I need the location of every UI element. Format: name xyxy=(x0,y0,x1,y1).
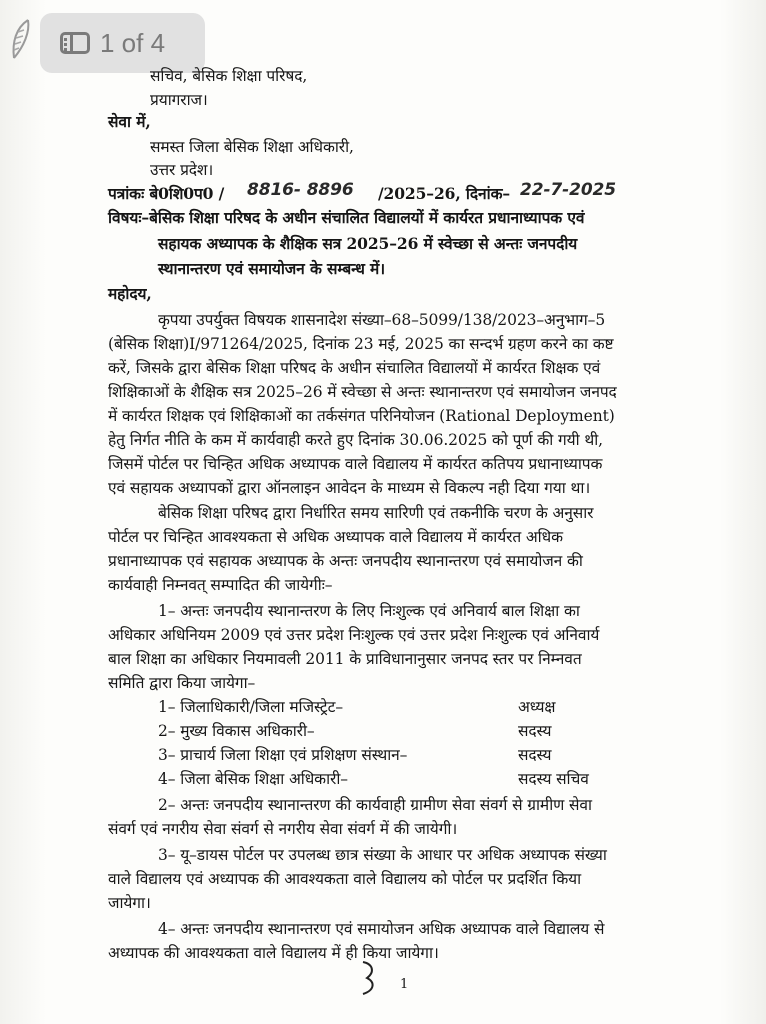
sender-line-2: प्रयागराज। xyxy=(150,91,208,109)
recipient-line-2: उत्तर प्रदेश। xyxy=(150,161,214,179)
para1-line-6: हेतु निर्गत नीति के कम में कार्यवाही करते हुए दिनांक 30.06.2025 को पूर्ण की गयी थी, xyxy=(108,431,603,449)
recipient-line-1: समस्त जिला बेसिक शिक्षा अधिकारी, xyxy=(150,138,354,156)
para2-line-3: प्रधानाध्यापक एवं सहायक अध्यापक के अन्तः जनपदीय स्थानान्तरण एवं समायोजन की xyxy=(108,552,583,570)
committee-member-3: 3– प्राचार्य जिला शिक्षा एवं प्रशिक्षण संस्थान– xyxy=(158,746,408,764)
reference-number: 8816- 8896 xyxy=(247,180,354,200)
para1-line-4: शिक्षिकाओं के शैक्षिक सत्र 2025–26 में स्वेच्छा से अन्तः स्थानान्तरण एवं समायोजन जनपद xyxy=(108,383,617,401)
para1-line-1: कृपया उपर्युक्त विषयक शासनादेश संख्या–68–5099/138/2023–अनुभाग–5 xyxy=(158,311,606,329)
point1-line-3: बाल शिक्षा का अधिकार नियमावली 2011 के प्राविधानानुसार जनपद स्तर पर निम्नवत xyxy=(108,650,582,668)
feather-icon xyxy=(8,18,34,62)
committee-member-1: 1– जिलाधिकारी/जिला मजिस्ट्रेट– xyxy=(158,698,343,716)
point1-line-1: 1– अन्तः जनपदीय स्थानान्तरण के लिए निःशुल्क एवं अनिवार्य बाल शिक्षा का xyxy=(158,602,580,620)
point2-line-1: 2– अन्तः जनपदीय स्थानान्तरण की कार्यवाही ग्रामीण सेवा संवर्ग से ग्रामीण सेवा xyxy=(158,796,592,814)
reference-date: 22-7-2025 xyxy=(520,180,617,200)
para1-line-8: एवं सहायक अध्यापकों द्वारा ऑनलाइन आवेदन के माध्यम से विकल्प नही दिया गया था। xyxy=(108,479,591,497)
point3-line-1: 3– यू–डायस पोर्टल पर उपलब्ध छात्र संख्या के आधार पर अधिक अध्यापक संख्या xyxy=(158,846,607,864)
committee-role-2: सदस्य xyxy=(518,722,552,740)
page-list-icon[interactable] xyxy=(60,32,90,54)
subject-line-3: स्थानान्तरण एवं समायोजन के सम्बन्ध में। xyxy=(158,259,385,278)
reference-year: /2025–26, दिनांक– xyxy=(378,184,511,203)
salutation: महोदय, xyxy=(108,284,152,303)
committee-member-2: 2– मुख्य विकास अधिकारी– xyxy=(158,722,315,740)
reference-label: पत्रांकः बे0शि0प0 / xyxy=(108,184,225,203)
recipient-label: सेवा में, xyxy=(108,112,151,131)
point1-line-2: अधिकार अधिनियम 2009 एवं उत्तर प्रदेश निःशुल्क एवं उत्तर प्रदेश निःशुल्क एवं अनिवार्य xyxy=(108,626,600,644)
para1-line-7: जिसमें पोर्टल पर चिन्हित अधिक अध्यापक वाले विद्यालय में कार्यरत कतिपय प्रधानाध्यापक xyxy=(108,455,603,473)
committee-role-3: सदस्य xyxy=(518,746,552,764)
point3-line-2: वाले विद्यालय एवं अध्यापक की आवश्यकता वाले विद्यालय को पोर्टल पर प्रदर्शित किया xyxy=(108,870,582,888)
para1-line-2: (बेसिक शिक्षा)I/971264/2025, दिनांक 23 मई, 2025 का सन्दर्भ ग्रहण करने का कष्ट xyxy=(108,335,614,353)
subject-line-2: सहायक अध्यापक के शैक्षिक सत्र 2025–26 में स्वेच्छा से अन्तः जनपदीय xyxy=(158,234,578,253)
para1-line-3: करें, जिसके द्वारा बेसिक शिक्षा परिषद के अधीन संचालित विद्यालयों में कार्यरत शिक्षक एवं xyxy=(108,359,601,377)
committee-role-4: सदस्य सचिव xyxy=(518,770,589,788)
page-indicator[interactable] xyxy=(40,13,205,73)
point3-line-3: जायेगा। xyxy=(108,894,151,912)
point2-line-2: संवर्ग एवं नगरीय सेवा संवर्ग से नगरीय सेवा संवर्ग में की जायेगी। xyxy=(108,820,458,838)
point4-line-1: 4– अन्तः जनपदीय स्थानान्तरण एवं समायोजन अधिक अध्यापक वाले विद्यालय से xyxy=(158,920,605,938)
committee-role-1: अध्यक्ष xyxy=(518,698,556,716)
page-indicator-text: 1 of 4 xyxy=(100,27,166,58)
committee-member-4: 4– जिला बेसिक शिक्षा अधिकारी– xyxy=(158,770,348,788)
para2-line-2: पोर्टल पर चिन्हित आवश्यकता से अधिक अध्यापक वाले विद्यालय में कार्यरत अधिक xyxy=(108,528,563,546)
page-number: 1 xyxy=(400,977,409,992)
point1-line-4: समिति द्वारा किया जायेगा– xyxy=(108,674,256,692)
para2-line-4: कार्यवाही निम्नवत् सम्पादित की जायेगीः– xyxy=(108,576,333,594)
para2-line-1: बेसिक शिक्षा परिषद द्वारा निर्धारित समय सारिणी एवं तकनीकि चरण के अनुसार xyxy=(158,504,594,522)
point4-line-2: अध्यापक की आवश्यकता वाले विद्यालय में ही किया जायेगा। xyxy=(108,944,439,962)
initial-mark-icon xyxy=(355,958,385,998)
sender-line-1: सचिव, बेसिक शिक्षा परिषद, xyxy=(150,67,308,85)
para1-line-5: में कार्यरत शिक्षक एवं शिक्षिकाओं का तर्कसंगत परिनियोजन (Rational Deployment) xyxy=(108,407,615,425)
subject-line-1: विषयः–बेसिक शिक्षा परिषद के अधीन संचालित विद्यालयों में कार्यरत प्रधानाध्यापक एवं xyxy=(108,208,585,227)
